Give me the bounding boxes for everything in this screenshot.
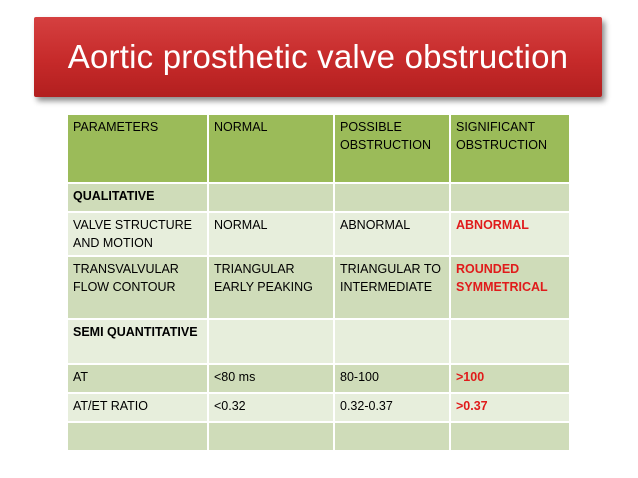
table-cell bbox=[334, 183, 450, 212]
table-cell: TRIANGULAR EARLY PEAKING bbox=[208, 256, 334, 319]
table-cell: >0.37 bbox=[450, 393, 570, 422]
table-header-row bbox=[67, 114, 570, 183]
table-cell bbox=[208, 183, 334, 212]
table-cell: NORMAL bbox=[208, 212, 334, 256]
title-banner bbox=[34, 17, 602, 97]
table-cell: AT/ET RATIO bbox=[67, 393, 208, 422]
table-row bbox=[67, 319, 570, 364]
table-row bbox=[67, 256, 570, 319]
table-cell: AT bbox=[67, 364, 208, 393]
table-cell bbox=[450, 319, 570, 364]
table-cell bbox=[208, 319, 334, 364]
table-cell: 0.32-0.37 bbox=[334, 393, 450, 422]
table-cell bbox=[334, 319, 450, 364]
table-cell: TRIANGULAR TO INTERMEDIATE bbox=[334, 256, 450, 319]
header-cell: PARAMETERS bbox=[67, 114, 208, 183]
table-row bbox=[67, 422, 570, 451]
table-cell: SEMI QUANTITATIVE bbox=[67, 319, 208, 364]
table-cell: TRANSVALVULAR FLOW CONTOUR bbox=[67, 256, 208, 319]
table-row bbox=[67, 212, 570, 256]
table-cell: ROUNDED SYMMETRICAL bbox=[450, 256, 570, 319]
table-cell: >100 bbox=[450, 364, 570, 393]
table-cell: <0.32 bbox=[208, 393, 334, 422]
table-cell: VALVE STRUCTURE AND MOTION bbox=[67, 212, 208, 256]
table-cell bbox=[67, 422, 208, 451]
table-cell: QUALITATIVE bbox=[67, 183, 208, 212]
table-cell bbox=[450, 183, 570, 212]
table-cell bbox=[450, 422, 570, 451]
table-cell: ABNORMAL bbox=[450, 212, 570, 256]
table-cell bbox=[208, 422, 334, 451]
table-row bbox=[67, 393, 570, 422]
table-cell: 80-100 bbox=[334, 364, 450, 393]
slide-title: Aortic prosthetic valve obstruction bbox=[67, 38, 569, 75]
header-cell: NORMAL bbox=[208, 114, 334, 183]
table-row bbox=[67, 183, 570, 212]
parameters-table bbox=[66, 113, 571, 452]
table-cell: ABNORMAL bbox=[334, 212, 450, 256]
table-cell bbox=[334, 422, 450, 451]
table-cell: <80 ms bbox=[208, 364, 334, 393]
header-cell: SIGNIFICANT OBSTRUCTION bbox=[450, 114, 570, 183]
table-row bbox=[67, 364, 570, 393]
header-cell: POSSIBLE OBSTRUCTION bbox=[334, 114, 450, 183]
